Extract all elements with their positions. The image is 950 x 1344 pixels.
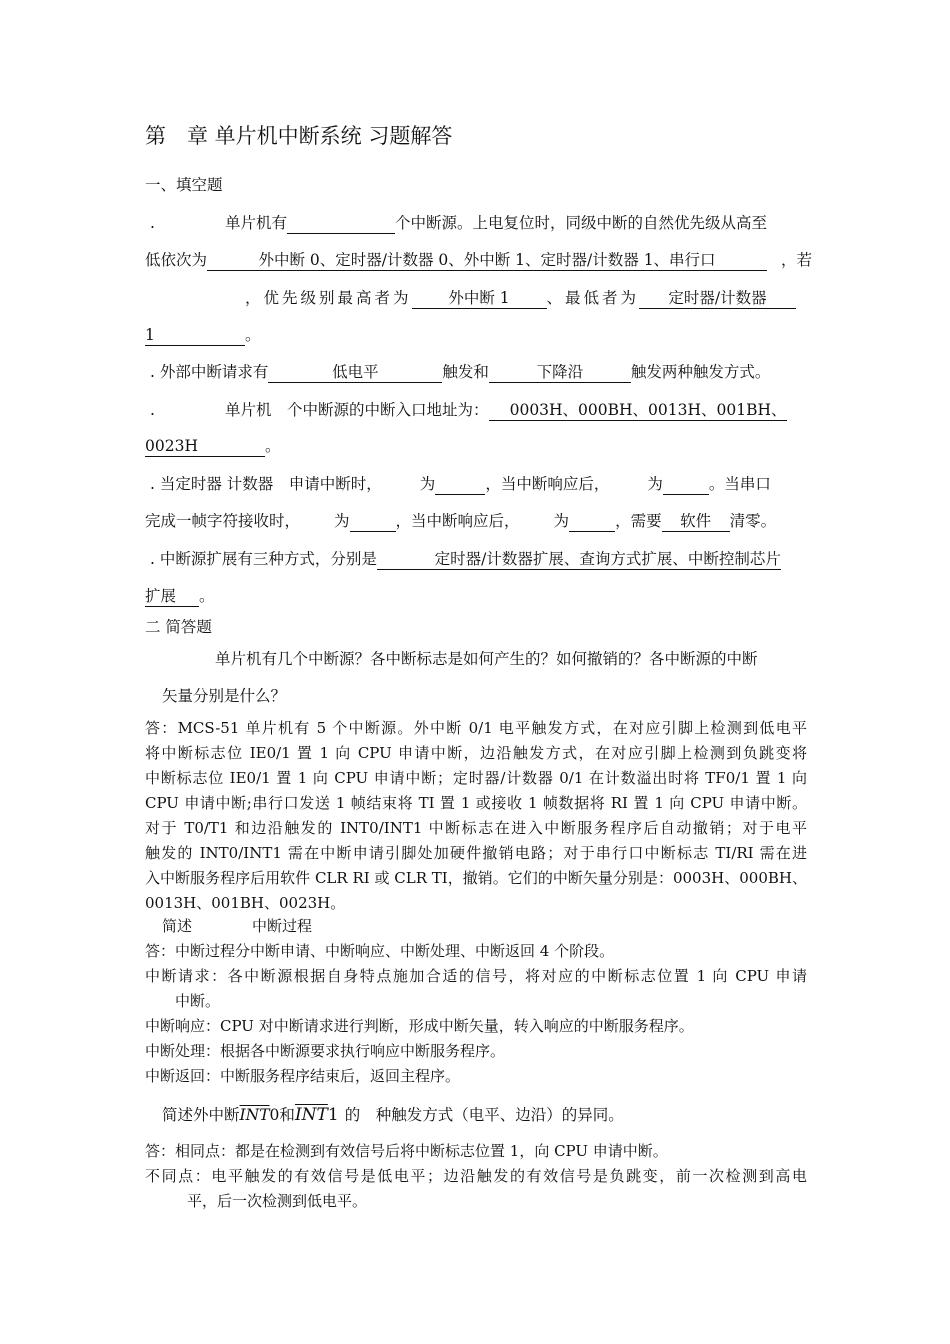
blank xyxy=(350,512,396,532)
fill-q3-line1: 单片机 个中断源的中断入口地址为： 0003H、000BH、0013H、001BH、 xyxy=(225,401,787,419)
int1-symbol: $\overline{INT}$ xyxy=(294,1105,328,1125)
fill-q1-line1: 单片机有 个中断源。上电复位时，同级中断的自然优先级从高至 xyxy=(225,214,768,232)
short-a1-line: 中断标志位 IE0/1 置 1 向 CPU 申请中断；定时器/计数器 0/1 在计数溢出时将 TF0/1 置 1 向 xyxy=(145,769,807,787)
blank xyxy=(663,475,709,495)
short-q2: 简述 中断过程 xyxy=(162,917,313,935)
page-title: 第 章 单片机中断系统 习题解答 xyxy=(145,124,453,148)
short-a1-line: 答：MCS-51 单片机有 5 个中断源。外中断 0/1 电平触发方式，在对应引脚上检测到低电平 xyxy=(145,719,807,737)
answer: 扩展 xyxy=(145,587,199,607)
short-q1-line1: 单片机有几个中断源？各中断标志是如何产生的？如何撤销的？各中断源的中断 xyxy=(215,650,758,668)
short-a1-line: 将中断标志位 IE0/1 置 1 向 CPU 申请中断，边沿触发方式，在对应引脚上检测到负跳变将 xyxy=(145,744,807,762)
short-a1-line: 0013H、001BH、0023H。 xyxy=(145,894,346,912)
short-q3: 简述外中断$\overline{INT}0$和$\overline{INT}1$ 的 种触发方式（电平、边沿）的异同。 xyxy=(162,1105,624,1125)
fill-q3-number: . xyxy=(150,401,155,419)
answer: 定时器/计数器扩展、查询方式扩展、中断控制芯片 xyxy=(377,550,781,570)
fill-q1-number: . xyxy=(150,214,155,232)
short-a2-line: 中断返回：中断服务程序结束后，返回主程序。 xyxy=(145,1067,461,1085)
short-a3-line: 答：相同点：都是在检测到有效信号后将中断标志位置 1，向 CPU 申请中断。 xyxy=(145,1142,668,1160)
short-a3-line: 不同点：电平触发的有效信号是低电平；边沿触发的有效信号是负跳变，前一次检测到高电 xyxy=(145,1167,807,1185)
short-a1-line: 触发的 INT0/INT1 需在中断申请引脚处加硬件撤销电路；对于串行口中断标志 TI/RI 需在进 xyxy=(145,844,807,862)
answer: 1 xyxy=(145,326,245,346)
answer: 低电平 xyxy=(268,363,442,383)
fill-q3-line2: 0023H 。 xyxy=(145,437,281,455)
answer: 外中断 0、定时器/计数器 0、外中断 1、定时器/计数器 1、串行口 xyxy=(207,251,767,271)
answer: 0003H、000BH、0013H、001BH、 xyxy=(489,401,787,421)
short-section-heading: 二 简答题 xyxy=(145,618,212,636)
answer: 下降沿 xyxy=(489,363,631,383)
short-a2-line: 答：中断过程分中断申请、中断响应、中断处理、中断返回 4 个阶段。 xyxy=(145,942,615,960)
answer: 软件 xyxy=(662,512,730,532)
blank xyxy=(435,475,485,495)
fill-q2: . 外部中断请求有 低电平 触发和 下降沿 触发两种触发方式。 xyxy=(150,363,771,381)
fill-q5-line1: . 中断源扩展有三种方式，分别是 定时器/计数器扩展、查询方式扩展、中断控制芯片 xyxy=(150,550,781,568)
fill-q5-line2: 扩展 。 xyxy=(145,587,215,605)
short-a3-line: 平，后一次检测到低电平。 xyxy=(187,1192,368,1210)
answer: 外中断 1 xyxy=(412,289,547,309)
short-a2-line: 中断处理：根据各中断源要求执行响应中断服务程序。 xyxy=(145,1042,506,1060)
short-a2-line: 中断请求：各中断源根据自身特点施加合适的信号，将对应的中断标志位置 1 向 CPU 申请 xyxy=(145,967,807,985)
fill-q4-line2: 完成一帧字符接收时， 为 ，当中断响应后， 为 ，需要 软件 清零。 xyxy=(145,512,777,530)
answer: 0023H xyxy=(145,437,265,457)
fill-q1-line4: 1 。 xyxy=(145,326,261,344)
fill-q4-line1: . 当定时器 计数器 申请中断时， 为 ，当中断响应后， 为 。当串口 xyxy=(150,475,771,493)
short-a2-line: 中断响应：CPU 对中断请求进行判断，形成中断矢量，转入响应的中断服务程序。 xyxy=(145,1017,694,1035)
short-a2-line: 中断。 xyxy=(175,992,221,1010)
fill-q1-line2: 低依次为 外中断 0、定时器/计数器 0、外中断 1、定时器/计数器 1、串行口 ，若 xyxy=(145,251,813,269)
blank xyxy=(569,512,615,532)
blank xyxy=(287,214,395,234)
short-a1-line: CPU 申请中断;串行口发送 1 帧结束将 TI 置 1 或接收 1 帧数据将 RI 置 1 向 CPU 申请中断。 xyxy=(145,794,807,812)
fill-section-heading: 一、填空题 xyxy=(145,176,223,194)
short-a1-line: 入中断服务程序后用软件 CLR RI 或 CLR TI，撤销。它们的中断矢量分别是：0003H、000BH、 xyxy=(145,869,807,887)
short-q1-line2: 矢量分别是什么？ xyxy=(162,687,287,705)
short-a1-line: 对于 T0/T1 和边沿触发的 INT0/INT1 中断标志在进入中断服务程序后自动撤销；对于电平 xyxy=(145,819,807,837)
int0-symbol: $\overline{INT}$ xyxy=(239,1106,270,1124)
fill-q1-line3: ，优先级别最高者为 外中断 1 、最低者为 定时器/计数器 xyxy=(245,288,796,309)
answer: 定时器/计数器 xyxy=(639,289,796,309)
